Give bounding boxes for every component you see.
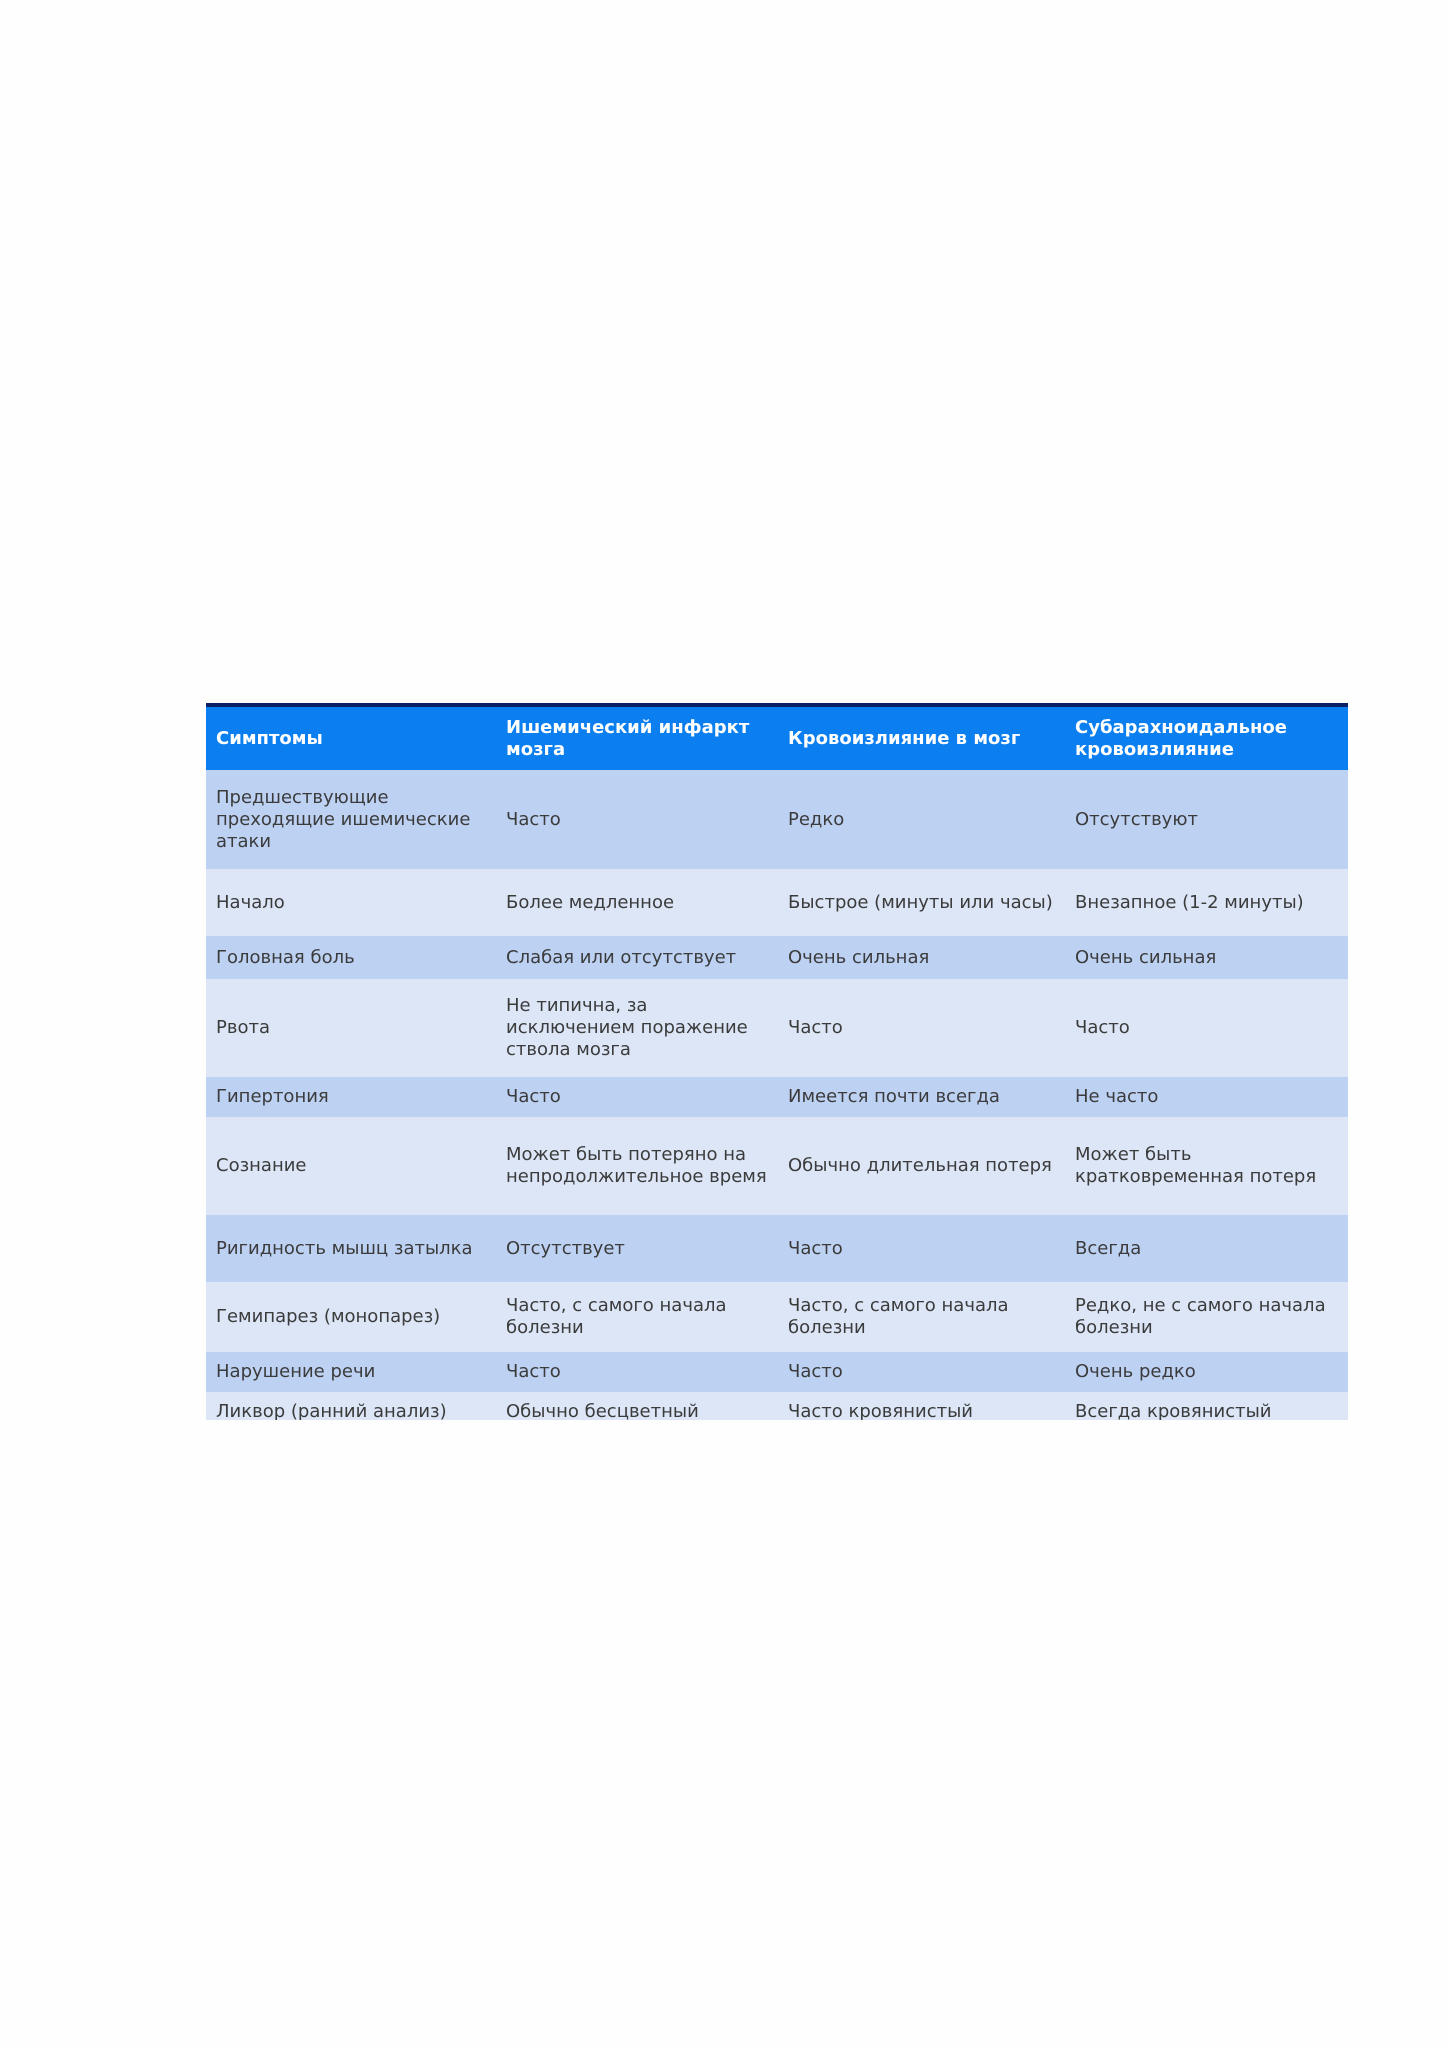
table-cell: Предшествующие преходящие ишемические атаки [216, 786, 471, 852]
table-cell: Нарушение речи [216, 1361, 376, 1382]
table-cell: Быстрое (минуты или часы) [788, 891, 1053, 913]
table-row [206, 869, 1348, 936]
table-cell: Начало [216, 891, 285, 913]
table-cell: Не типична, за исключением поражение ствола мозга [506, 995, 748, 1060]
table-cell: Часто кровянистый [788, 1401, 973, 1420]
table-cell: Очень сильная [788, 946, 930, 968]
header-brain-hemorrhage: Кровоизлияние в мозг [788, 727, 1021, 749]
table-cell: Обычно бесцветный [506, 1401, 699, 1420]
table-cell: Ликвор (ранний анализ) [216, 1401, 447, 1420]
table-cell: Внезапное (1-2 минуты) [1075, 891, 1304, 913]
table-row [206, 1352, 1348, 1392]
table-row [206, 1077, 1348, 1117]
table-row [206, 1392, 1348, 1420]
header-symptoms: Симптомы [216, 727, 323, 749]
table-cell: Редко [788, 808, 845, 830]
table-cell: Головная боль [216, 946, 355, 968]
table-cell: Ригидность мышц затылка [216, 1237, 473, 1259]
table-cell: Редко, не с самого начала болезни [1075, 1295, 1326, 1338]
table-cell: Сознание [216, 1155, 307, 1176]
table-row [206, 1117, 1348, 1215]
table-cell: Слабая или отсутствует [506, 946, 737, 968]
table-row [206, 1215, 1348, 1282]
table-cell: Может быть кратковременная потеря [1075, 1144, 1317, 1187]
table-cell: Более медленное [506, 891, 675, 913]
table-cell: Может быть потеряно на непродолжительное время [506, 1144, 767, 1187]
table-cell: Часто [506, 1086, 561, 1107]
table-cell: Отсутствуют [1075, 808, 1198, 830]
table-cell: Часто [506, 808, 561, 830]
table-cell: Часто [788, 1017, 843, 1038]
table-header-row [206, 707, 1348, 770]
table-cell: Всегда кровянистый [1075, 1401, 1272, 1420]
table-row [206, 1282, 1348, 1352]
table-cell: Часто [1075, 1017, 1130, 1038]
header-subarachnoid-hemorrhage: Субарахноидальное кровоизлияние [1075, 716, 1287, 760]
table-cell: Рвота [216, 1017, 270, 1038]
table-cell: Гипертония [216, 1086, 329, 1107]
table-cell: Очень редко [1075, 1361, 1196, 1382]
table-cell: Всегда [1075, 1237, 1142, 1259]
table-cell: Часто [788, 1361, 843, 1382]
table-cell: Очень сильная [1075, 946, 1217, 968]
header-ischemic-infarction: Ишемический инфаркт мозга [506, 716, 750, 760]
table-row [206, 979, 1348, 1077]
table-cell: Часто, с самого начала болезни [506, 1295, 727, 1338]
table-cell: Гемипарез (монопарез) [216, 1306, 441, 1327]
table-row [206, 936, 1348, 979]
table-row [206, 770, 1348, 869]
table-cell: Часто [788, 1237, 843, 1259]
comparison-table [206, 703, 1348, 1420]
table-cell: Отсутствует [506, 1237, 625, 1259]
table-cell: Часто [506, 1361, 561, 1382]
table-cell: Не часто [1075, 1086, 1159, 1107]
table-cell: Часто, с самого начала болезни [788, 1295, 1009, 1338]
table-cell: Имеется почти всегда [788, 1086, 1000, 1107]
table-cell: Обычно длительная потеря [788, 1155, 1052, 1176]
